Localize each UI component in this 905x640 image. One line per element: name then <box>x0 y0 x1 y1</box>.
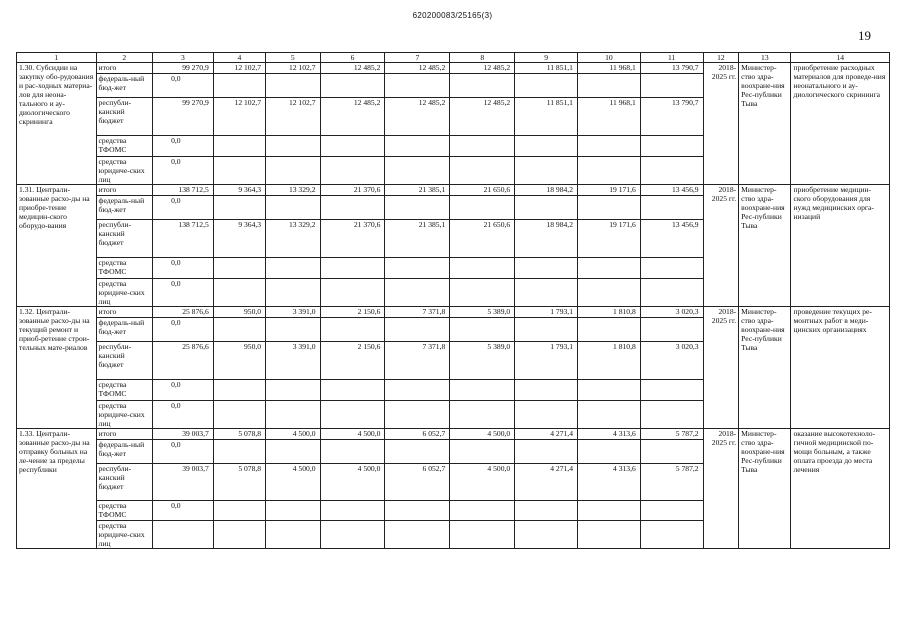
empty-cell <box>577 74 640 98</box>
amount-cell: 7 371,8 <box>385 307 450 318</box>
amount-cell: 950,0 <box>213 342 265 380</box>
amount-cell: 18 984,2 <box>515 185 578 196</box>
amount-cell: 4 313,6 <box>577 464 640 501</box>
amount-cell: 21 650,6 <box>450 220 515 258</box>
amount-cell: 99 270,9 <box>153 63 214 74</box>
empty-cell <box>385 136 450 157</box>
empty-cell <box>450 521 515 549</box>
amount-cell: 3 020,3 <box>640 307 703 318</box>
amount-cell: 4 313,6 <box>577 429 640 440</box>
funding-source: средства юридиче-ских лиц <box>96 157 153 185</box>
empty-cell <box>266 501 320 521</box>
amount-cell: 25 876,6 <box>153 307 214 318</box>
amount-cell: 12 485,2 <box>385 98 450 136</box>
amount-cell: 13 790,7 <box>640 98 703 136</box>
amount-cell: 9 364,3 <box>213 220 265 258</box>
column-header: 14 <box>791 53 890 63</box>
funding-source: республи-канский бюджет <box>96 342 153 380</box>
amount-cell: 5 389,0 <box>450 342 515 380</box>
empty-cell <box>450 401 515 429</box>
column-header: 12 <box>703 53 739 63</box>
amount-cell: 950,0 <box>213 307 265 318</box>
measure-name: 1.31. Централи-зованные расхо-ды на приобре-тение медицин-ского оборудо-вания <box>17 185 97 307</box>
empty-cell <box>385 196 450 220</box>
amount-cell: 39 003,7 <box>153 464 214 501</box>
empty-cell <box>266 258 320 279</box>
amount-cell: 18 984,2 <box>515 220 578 258</box>
column-header: 13 <box>739 53 791 63</box>
executor-cell: Министер-ство здра-воохране-ния Рес-публики Тыва <box>739 307 791 429</box>
empty-cell <box>640 279 703 307</box>
period-cell: 2018-2025 гг. <box>703 307 739 429</box>
amount-cell: 21 385,1 <box>385 220 450 258</box>
amount-cell: 5 787,2 <box>640 429 703 440</box>
amount-cell: 12 485,2 <box>320 63 385 74</box>
amount-cell: 13 329,2 <box>266 185 320 196</box>
empty-cell <box>450 196 515 220</box>
column-header: 4 <box>213 53 265 63</box>
amount-cell: 21 370,6 <box>320 185 385 196</box>
empty-cell <box>515 521 578 549</box>
empty-cell <box>640 136 703 157</box>
empty-cell <box>450 380 515 401</box>
empty-cell <box>320 258 385 279</box>
funding-source: федераль-ный бюд-жет <box>96 440 153 464</box>
amount-cell: 0,0 <box>153 401 214 429</box>
amount-cell: 4 500,0 <box>450 429 515 440</box>
empty-cell <box>450 440 515 464</box>
amount-cell: 11 851,1 <box>515 98 578 136</box>
amount-cell: 12 102,7 <box>266 63 320 74</box>
funding-source: федераль-ный бюд-жет <box>96 196 153 220</box>
empty-cell <box>515 196 578 220</box>
empty-cell <box>640 318 703 342</box>
amount-cell: 21 385,1 <box>385 185 450 196</box>
amount-cell: 11 968,1 <box>577 98 640 136</box>
amount-cell: 11 851,1 <box>515 63 578 74</box>
empty-cell <box>515 258 578 279</box>
empty-cell <box>266 157 320 185</box>
funding-source: республи-канский бюджет <box>96 464 153 501</box>
amount-cell: 13 456,9 <box>640 185 703 196</box>
amount-cell: 7 371,8 <box>385 342 450 380</box>
amount-cell: 5 787,2 <box>640 464 703 501</box>
amount-cell: 1 793,1 <box>515 342 578 380</box>
empty-cell <box>515 157 578 185</box>
amount-cell: 6 052,7 <box>385 464 450 501</box>
empty-cell <box>385 74 450 98</box>
empty-cell <box>385 258 450 279</box>
result-cell: проведение текущих ре-монтных работ в меди-цинских организациях <box>791 307 890 429</box>
funding-source: средства ТФОМС <box>96 380 153 401</box>
period-cell: 2018-2025 гг. <box>703 429 739 549</box>
empty-cell <box>577 157 640 185</box>
empty-cell <box>385 401 450 429</box>
empty-cell <box>266 440 320 464</box>
empty-cell <box>320 380 385 401</box>
funding-source: республи-канский бюджет <box>96 98 153 136</box>
column-header: 5 <box>266 53 320 63</box>
column-header: 6 <box>320 53 385 63</box>
empty-cell <box>320 401 385 429</box>
executor-cell: Министер-ство здра-воохране-ния Рес-публики Тыва <box>739 185 791 307</box>
funding-source: средства ТФОМС <box>96 258 153 279</box>
empty-cell <box>515 401 578 429</box>
empty-cell <box>213 401 265 429</box>
funding-source: итого <box>96 307 153 318</box>
amount-cell: 9 364,3 <box>213 185 265 196</box>
amount-cell: 5 078,8 <box>213 464 265 501</box>
amount-cell: 25 876,6 <box>153 342 214 380</box>
empty-cell <box>577 521 640 549</box>
amount-cell: 138 712,5 <box>153 185 214 196</box>
column-header: 3 <box>153 53 214 63</box>
amount-cell: 12 102,7 <box>213 63 265 74</box>
amount-cell: 0,0 <box>153 318 214 342</box>
empty-cell <box>213 279 265 307</box>
empty-cell <box>213 258 265 279</box>
empty-cell <box>266 136 320 157</box>
amount-cell: 6 052,7 <box>385 429 450 440</box>
amount-cell: 1 810,8 <box>577 342 640 380</box>
funding-source: республи-канский бюджет <box>96 220 153 258</box>
amount-cell: 12 485,2 <box>385 63 450 74</box>
table-row <box>17 185 890 196</box>
column-header: 2 <box>96 53 153 63</box>
empty-cell <box>577 401 640 429</box>
empty-cell <box>450 74 515 98</box>
empty-cell <box>266 380 320 401</box>
empty-cell <box>213 196 265 220</box>
funding-source: федераль-ный бюд-жет <box>96 318 153 342</box>
column-header: 1 <box>17 53 97 63</box>
amount-cell: 0,0 <box>153 380 214 401</box>
amount-cell: 13 790,7 <box>640 63 703 74</box>
amount-cell: 0,0 <box>153 157 214 185</box>
amount-cell: 3 391,0 <box>266 307 320 318</box>
empty-cell <box>213 318 265 342</box>
funding-source: итого <box>96 185 153 196</box>
amount-cell: 2 150,6 <box>320 307 385 318</box>
amount-cell: 5 078,8 <box>213 429 265 440</box>
amount-cell: 11 968,1 <box>577 63 640 74</box>
empty-cell <box>320 196 385 220</box>
empty-cell <box>515 501 578 521</box>
empty-cell <box>577 279 640 307</box>
amount-cell: 4 271,4 <box>515 464 578 501</box>
empty-cell <box>385 501 450 521</box>
empty-cell <box>213 501 265 521</box>
funding-source: итого <box>96 429 153 440</box>
empty-cell <box>213 74 265 98</box>
amount-cell: 2 150,6 <box>320 342 385 380</box>
funding-source: средства ТФОМС <box>96 501 153 521</box>
amount-cell: 12 102,7 <box>266 98 320 136</box>
amount-cell: 13 456,9 <box>640 220 703 258</box>
amount-cell: 4 271,4 <box>515 429 578 440</box>
amount-cell: 0,0 <box>153 196 214 220</box>
amount-cell: 3 391,0 <box>266 342 320 380</box>
empty-cell <box>320 136 385 157</box>
column-header: 8 <box>450 53 515 63</box>
empty-cell <box>640 501 703 521</box>
amount-cell: 5 389,0 <box>450 307 515 318</box>
empty-cell <box>385 521 450 549</box>
amount-cell: 4 500,0 <box>320 464 385 501</box>
funding-source: средства юридиче-ских лиц <box>96 401 153 429</box>
amount-cell: 0,0 <box>153 440 214 464</box>
empty-cell <box>385 380 450 401</box>
amount-cell <box>153 521 214 549</box>
empty-cell <box>640 521 703 549</box>
empty-cell <box>640 196 703 220</box>
empty-cell <box>320 440 385 464</box>
page-number: 19 <box>858 28 871 43</box>
amount-cell: 4 500,0 <box>320 429 385 440</box>
empty-cell <box>640 440 703 464</box>
empty-cell <box>213 521 265 549</box>
amount-cell: 0,0 <box>153 258 214 279</box>
amount-cell: 21 370,6 <box>320 220 385 258</box>
empty-cell <box>213 157 265 185</box>
measure-name: 1.32. Централи-зованные расхо-ды на текущий ремонт и приоб-ретение строи-тельных мате-риалов <box>17 307 97 429</box>
amount-cell: 0,0 <box>153 74 214 98</box>
empty-cell <box>577 501 640 521</box>
funding-source: средства ТФОМС <box>96 136 153 157</box>
empty-cell <box>266 74 320 98</box>
empty-cell <box>320 521 385 549</box>
empty-cell <box>515 279 578 307</box>
amount-cell: 0,0 <box>153 501 214 521</box>
empty-cell <box>213 380 265 401</box>
column-header: 10 <box>577 53 640 63</box>
column-header: 7 <box>385 53 450 63</box>
amount-cell: 1 810,8 <box>577 307 640 318</box>
document-id: 620200083/25165(3) <box>412 11 493 20</box>
empty-cell <box>320 501 385 521</box>
header-row <box>17 53 890 63</box>
empty-cell <box>577 380 640 401</box>
amount-cell: 0,0 <box>153 136 214 157</box>
measure-name: 1.30. Субсидии на закупку обо-рудования и рас-ходных материа-лов для неона-тального и ау-диологического скрининга <box>17 63 97 185</box>
empty-cell <box>515 136 578 157</box>
empty-cell <box>450 318 515 342</box>
amount-cell: 99 270,9 <box>153 98 214 136</box>
empty-cell <box>266 279 320 307</box>
empty-cell <box>320 318 385 342</box>
executor-cell: Министер-ство здра-воохране-ния Рес-публики Тыва <box>739 429 791 549</box>
empty-cell <box>320 157 385 185</box>
funding-source: федераль-ный бюд-жет <box>96 74 153 98</box>
amount-cell: 12 485,2 <box>450 98 515 136</box>
amount-cell: 12 485,2 <box>450 63 515 74</box>
column-header: 9 <box>515 53 578 63</box>
amount-cell: 39 003,7 <box>153 429 214 440</box>
executor-cell: Министер-ство здра-воохране-ния Рес-публики Тыва <box>739 63 791 185</box>
empty-cell <box>577 258 640 279</box>
table-row <box>17 429 890 440</box>
empty-cell <box>640 258 703 279</box>
empty-cell <box>213 440 265 464</box>
amount-cell: 19 171,6 <box>577 185 640 196</box>
empty-cell <box>320 74 385 98</box>
empty-cell <box>640 380 703 401</box>
empty-cell <box>515 318 578 342</box>
amount-cell: 4 500,0 <box>266 429 320 440</box>
empty-cell <box>577 136 640 157</box>
empty-cell <box>385 279 450 307</box>
funding-source: итого <box>96 63 153 74</box>
empty-cell <box>320 279 385 307</box>
result-cell: приобретение медицин-ского оборудования для нужд медицинских орга-низаций <box>791 185 890 307</box>
amount-cell: 12 485,2 <box>320 98 385 136</box>
empty-cell <box>577 440 640 464</box>
funding-source: средства юридиче-ских лиц <box>96 279 153 307</box>
empty-cell <box>266 521 320 549</box>
period-cell: 2018-2025 гг. <box>703 185 739 307</box>
empty-cell <box>640 74 703 98</box>
empty-cell <box>213 136 265 157</box>
empty-cell <box>450 501 515 521</box>
amount-cell: 12 102,7 <box>213 98 265 136</box>
amount-cell: 3 020,3 <box>640 342 703 380</box>
amount-cell: 4 500,0 <box>450 464 515 501</box>
empty-cell <box>515 74 578 98</box>
result-cell: оказание высокотехноло-гичной медицинской по-мощи больным, а также оплата проезда до места лечения <box>791 429 890 549</box>
empty-cell <box>450 258 515 279</box>
empty-cell <box>450 136 515 157</box>
measure-name: 1.33. Централи-зованные расхо-ды на отправку больных на ле-чение за пределы республики <box>17 429 97 549</box>
empty-cell <box>266 196 320 220</box>
empty-cell <box>266 401 320 429</box>
empty-cell <box>385 440 450 464</box>
empty-cell <box>640 401 703 429</box>
period-cell: 2018-2025 гг. <box>703 63 739 185</box>
empty-cell <box>640 157 703 185</box>
empty-cell <box>266 318 320 342</box>
empty-cell <box>577 196 640 220</box>
empty-cell <box>385 318 450 342</box>
result-cell: приобретение расходных материалов для проведе-ния неонатального и ау-диологического скрининга <box>791 63 890 185</box>
empty-cell <box>515 380 578 401</box>
empty-cell <box>515 440 578 464</box>
empty-cell <box>385 157 450 185</box>
amount-cell: 21 650,6 <box>450 185 515 196</box>
empty-cell <box>450 157 515 185</box>
amount-cell: 0,0 <box>153 279 214 307</box>
table-row <box>17 63 890 74</box>
amount-cell: 1 793,1 <box>515 307 578 318</box>
amount-cell: 138 712,5 <box>153 220 214 258</box>
budget-table <box>16 52 890 549</box>
amount-cell: 19 171,6 <box>577 220 640 258</box>
amount-cell: 4 500,0 <box>266 464 320 501</box>
funding-source: средства юридиче-ских лиц <box>96 521 153 549</box>
empty-cell <box>450 279 515 307</box>
empty-cell <box>577 318 640 342</box>
column-header: 11 <box>640 53 703 63</box>
table-row <box>17 307 890 318</box>
amount-cell: 13 329,2 <box>266 220 320 258</box>
